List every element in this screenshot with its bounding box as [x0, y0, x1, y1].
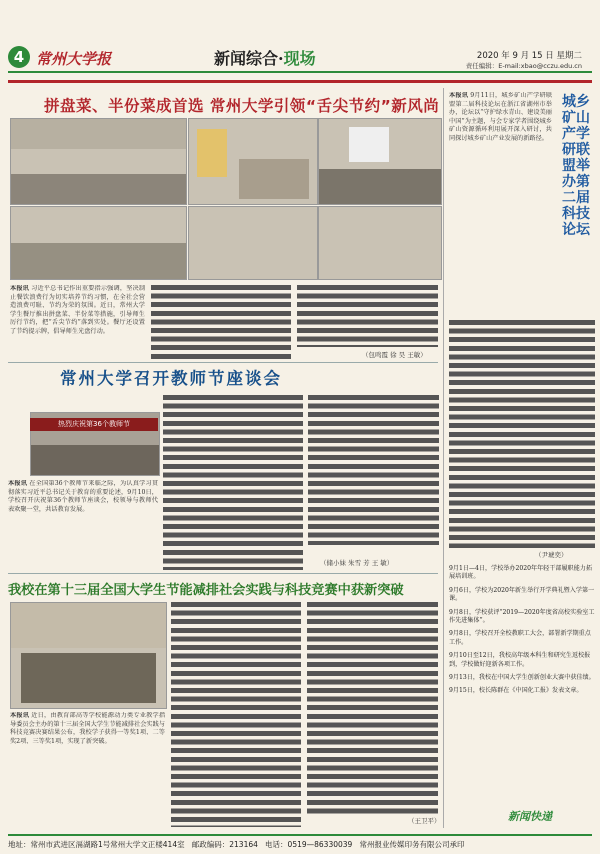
section-prefix: 新闻综合· — [214, 49, 284, 68]
footer-postcode: 邮政编码：213164 — [191, 840, 258, 849]
editor-label: 责任编辑： — [465, 62, 499, 70]
page-header — [0, 0, 600, 72]
article-4-col-2 — [449, 320, 595, 548]
news-item: 9月6日，学校为2020年新生举行开学典礼暨入学第一课。 — [449, 586, 595, 603]
news-item: 9月8日，学校召开全校教职工大会，部署新学期重点工作。 — [449, 630, 591, 646]
article-2-title: 常州大学召开教师节座谈会 — [60, 369, 282, 388]
article-1-col-1 — [10, 285, 145, 360]
article-2-body: 在全国第36个教师节来临之际，为认真学习贯彻落实习近平总书记关于教育的重要论述，9月10日，学校召开庆祝第36个教师节座谈会，校领导与教师代表欢聚一堂，共话教育发展。 — [8, 480, 158, 513]
news-item: 9月13日，我校在中国大学生创新创业大赛中获佳绩。 — [449, 674, 595, 682]
photo-cafeteria-2 — [188, 118, 318, 205]
article-3-col-3 — [307, 602, 438, 814]
section-name: 现场 — [283, 49, 316, 68]
article-2-col-3 — [308, 395, 439, 545]
article-3-author: （王卫平） — [408, 817, 441, 825]
header-rule — [8, 71, 592, 73]
issue-date: 2020 年 9 月 15 日 星期二 — [476, 51, 582, 61]
article-4-author: （尹琥奕） — [535, 551, 568, 559]
photo-cafeteria-3 — [318, 118, 442, 205]
editor-email: E-mail:xbao@cczu.edu.cn — [498, 62, 582, 70]
section-title — [214, 46, 316, 69]
article-4-title: 城乡矿山产学研联盟举办第二届科技论坛 — [562, 94, 590, 238]
photo-cafeteria-4 — [10, 206, 187, 280]
article-1-author: （包鸣霞 徐 昊 王敏） — [362, 351, 427, 359]
article-3-body: 近日，由教育部高等学校能源动力类专业教学指导委员会主办的第十三届全国大学生节能减排社会实践与科技竞赛决赛结果公布，我校学子获得一等奖1项、二等奖2项、三等奖1项，实现了新突破。 — [10, 712, 165, 745]
article-2-author: （储小妹 朱雪 芳 王 敏） — [320, 559, 394, 567]
divider-2 — [8, 573, 438, 574]
news-item: 9月8日，学校获评“2019—2020年度省高校实验室工作先进集体”。 — [449, 608, 595, 625]
column-rule — [443, 88, 444, 828]
article-2-lead: 本报讯 — [8, 480, 28, 487]
news-item: 9月15日，校长陈群在《中国化工报》发表文章。 — [449, 687, 583, 695]
footer-printer: 常州报业传媒印务有限公司承印 — [359, 840, 465, 849]
news-brief-list — [449, 565, 595, 701]
article-1-col-3 — [297, 285, 438, 347]
article-1-col-2 — [151, 285, 291, 360]
article-1-body: 习近平总书记作出重要指示强调，坚决制止餐饮浪费行为切实培养节约习惯，在全社会营造浪费可耻、节约为荣的氛围。近日，常州大学学生餐厅推出拼盘菜、半份菜等措施，引导师生厉行节约，把“舌尖节约”落到实处。餐厅还设置了节约提示牌，倡导师生光盘行动。 — [10, 285, 145, 335]
article-3-col-1 — [10, 712, 165, 827]
article-3-lead: 本报讯 — [10, 712, 30, 719]
photo-award — [10, 602, 167, 709]
news-brief-label: 新闻快递 — [508, 810, 552, 823]
editor-line — [466, 61, 582, 70]
article-2-col-2 — [163, 395, 303, 570]
footer-address: 地址：常州市武进区滆湖路1号常州大学文正楼414室 — [8, 840, 185, 849]
photo-cafeteria-6 — [318, 206, 442, 280]
photo-banner: 热烈庆祝第36个教师节 — [30, 418, 158, 431]
page-number: 4 — [8, 46, 30, 68]
article-3-title: 我校在第十三届全国大学生节能减排社会实践与科技竞赛中获新突破 — [8, 583, 404, 598]
article-2-col-1 — [8, 480, 158, 570]
news-item: 9月1日—4日，学校举办2020年年轻干部履职能力拓展培训班。 — [449, 565, 592, 581]
photo-cafeteria-1 — [10, 118, 187, 205]
article-4-col-1 — [449, 92, 552, 317]
article-1-title: 拼盘菜、半份菜成首选 常州大学引领“舌尖节约”新风尚 — [44, 97, 440, 115]
article-3-col-2 — [171, 602, 301, 827]
divider-1 — [8, 362, 438, 363]
article-1-lead: 本报讯 — [10, 285, 30, 292]
page-footer — [8, 834, 592, 850]
article-4-lead: 本报讯 — [449, 92, 469, 99]
article-4-body: 9月11日，城乡矿山产学研联盟第二届科技论坛在浙江省湖州市举办，论坛以“守护绿水青山、建设美丽中国”为主题，与会专家学者围绕城乡矿山资源循环利用展开深入研讨，共同探讨城乡矿山产业发展的新路径。 — [449, 92, 552, 142]
article-top-rule — [8, 80, 592, 83]
footer-phone: 电话：0519—86330039 — [265, 840, 353, 849]
photo-cafeteria-5 — [188, 206, 318, 280]
news-item: 9月10日至12日，我校高年级本科生和研究生返校报到，学校做好迎新各项工作。 — [449, 652, 591, 668]
paper-name: 常州大学报 — [36, 50, 112, 68]
